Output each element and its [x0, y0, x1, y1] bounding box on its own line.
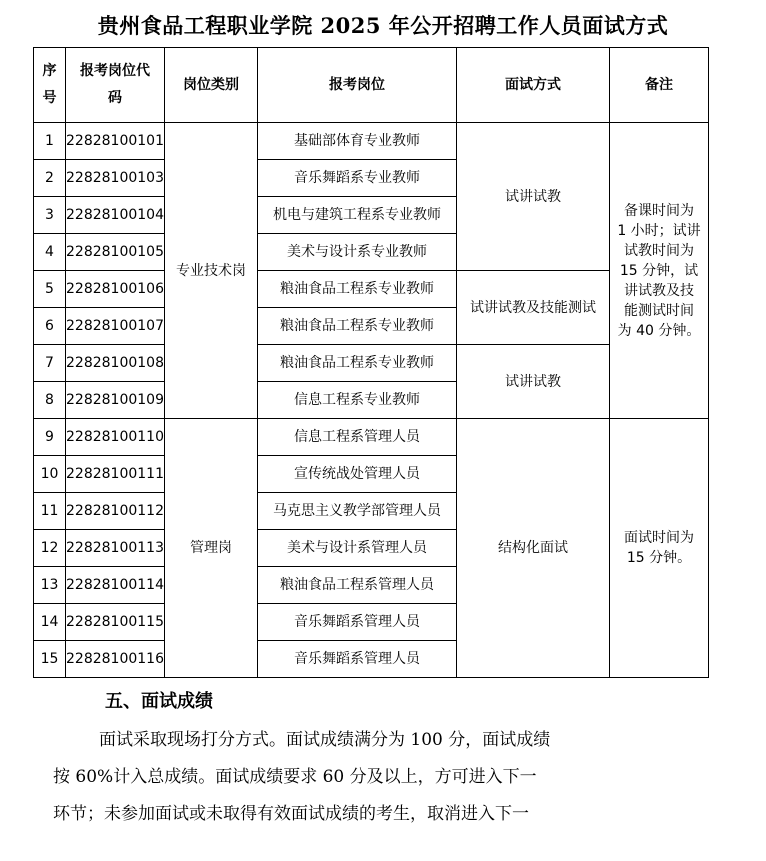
cell-code: 22828100114 — [66, 567, 165, 604]
cell-code: 22828100108 — [66, 345, 165, 382]
table-row — [34, 345, 709, 382]
section-paragraph — [53, 722, 678, 833]
cell-position: 粮油食品工程系专业教师 — [258, 308, 457, 345]
paragraph-line: 环节；未参加面试或未取得有效面试成绩的考生，取消进入下一 — [53, 804, 529, 824]
cell-note-teaching: 备课时间为 1 小时；试讲 试教时间为 15 分钟，试 讲试教及技 能测试时间 为 40 分钟。 — [610, 123, 709, 419]
cell-category-professional: 专业技术岗 — [165, 123, 258, 419]
table-header-row — [34, 48, 709, 123]
cell-code: 22828100112 — [66, 493, 165, 530]
interview-table — [33, 47, 709, 678]
cell-code: 22828100101 — [66, 123, 165, 160]
cell-seq: 4 — [34, 234, 66, 271]
cell-category-management: 管理岗 — [165, 419, 258, 678]
cell-seq: 1 — [34, 123, 66, 160]
cell-seq: 15 — [34, 641, 66, 678]
cell-position: 粮油食品工程系管理人员 — [258, 567, 457, 604]
document-title: 贵州食品工程职业学院 2025 年公开招聘工作人员面试方式 — [97, 13, 669, 38]
cell-position: 美术与设计系管理人员 — [258, 530, 457, 567]
cell-position: 音乐舞蹈系管理人员 — [258, 641, 457, 678]
cell-seq: 12 — [34, 530, 66, 567]
cell-code: 22828100115 — [66, 604, 165, 641]
section-heading: 五、面试成绩 — [105, 691, 213, 712]
cell-code: 22828100106 — [66, 271, 165, 308]
cell-code: 22828100110 — [66, 419, 165, 456]
cell-position: 粮油食品工程系专业教师 — [258, 345, 457, 382]
cell-method-4: 结构化面试 — [457, 419, 610, 678]
cell-position: 粮油食品工程系专业教师 — [258, 271, 457, 308]
cell-position: 美术与设计系专业教师 — [258, 234, 457, 271]
cell-seq: 11 — [34, 493, 66, 530]
cell-method-2: 试讲试教及技能测试 — [457, 271, 610, 345]
cell-code: 22828100111 — [66, 456, 165, 493]
cell-seq: 9 — [34, 419, 66, 456]
header-note: 备注 — [610, 48, 709, 123]
table-row — [34, 271, 709, 308]
cell-seq: 5 — [34, 271, 66, 308]
cell-position: 信息工程系管理人员 — [258, 419, 457, 456]
cell-note-management: 面试时间为 15 分钟。 — [610, 419, 709, 678]
paragraph-line: 面试采取现场打分方式。面试成绩满分为 100 分，面试成绩 — [99, 730, 551, 750]
table-row — [34, 123, 709, 160]
header-method: 面试方式 — [457, 48, 610, 123]
cell-seq: 13 — [34, 567, 66, 604]
cell-position: 音乐舞蹈系管理人员 — [258, 604, 457, 641]
cell-position: 机电与建筑工程系专业教师 — [258, 197, 457, 234]
cell-seq: 14 — [34, 604, 66, 641]
header-code: 报考岗位代 码 — [66, 48, 165, 123]
cell-code: 22828100107 — [66, 308, 165, 345]
cell-position: 基础部体育专业教师 — [258, 123, 457, 160]
cell-seq: 7 — [34, 345, 66, 382]
cell-code: 22828100109 — [66, 382, 165, 419]
cell-seq: 2 — [34, 160, 66, 197]
cell-code: 22828100104 — [66, 197, 165, 234]
cell-seq: 10 — [34, 456, 66, 493]
cell-seq: 3 — [34, 197, 66, 234]
cell-code: 22828100103 — [66, 160, 165, 197]
cell-position: 宣传统战处管理人员 — [258, 456, 457, 493]
header-category: 岗位类别 — [165, 48, 258, 123]
cell-method-1: 试讲试教 — [457, 123, 610, 271]
header-seq: 序 号 — [34, 48, 66, 123]
cell-position: 音乐舞蹈系专业教师 — [258, 160, 457, 197]
cell-position: 马克思主义教学部管理人员 — [258, 493, 457, 530]
cell-code: 22828100105 — [66, 234, 165, 271]
paragraph-line: 按 60%计入总成绩。面试成绩要求 60 分及以上，方可进入下一 — [53, 767, 537, 787]
cell-code: 22828100113 — [66, 530, 165, 567]
table-row — [34, 419, 709, 456]
cell-code: 22828100116 — [66, 641, 165, 678]
cell-method-3: 试讲试教 — [457, 345, 610, 419]
cell-seq: 8 — [34, 382, 66, 419]
header-position: 报考岗位 — [258, 48, 457, 123]
cell-seq: 6 — [34, 308, 66, 345]
cell-position: 信息工程系专业教师 — [258, 382, 457, 419]
